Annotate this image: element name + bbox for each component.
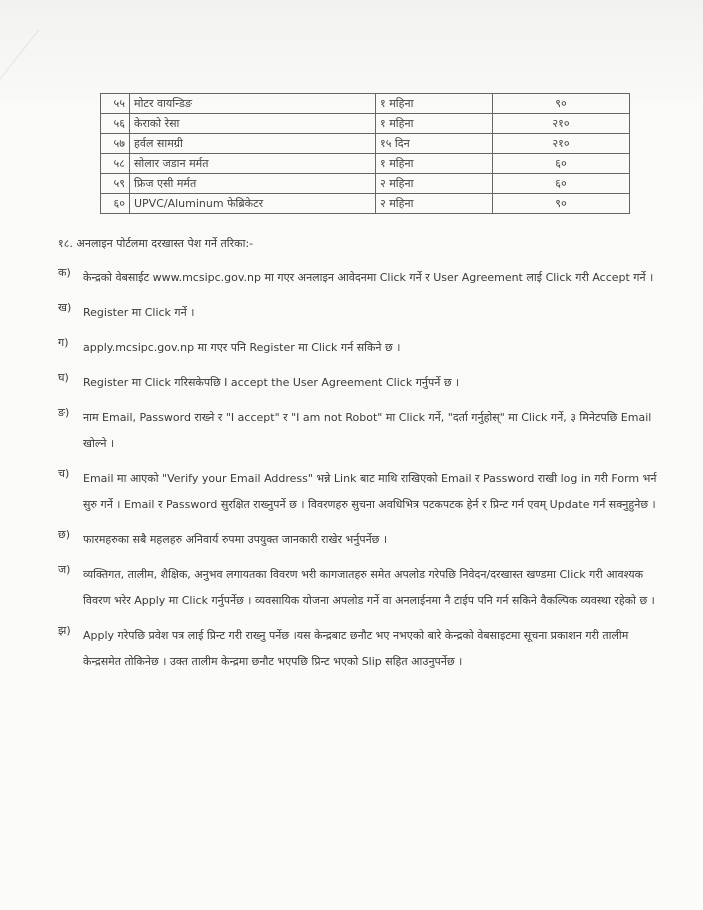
training-duration: १ महिना [376, 94, 493, 114]
training-name: मोटर वायन्डिङ [130, 94, 376, 114]
instruction-label: ज) [58, 563, 71, 576]
table-row [101, 194, 630, 214]
training-duration: १ महिना [376, 154, 493, 174]
instruction-label: च) [58, 467, 70, 480]
training-duration: १५ दिन [376, 134, 493, 154]
training-hours: ९० [493, 194, 630, 214]
instruction-item [58, 562, 658, 614]
training-name: केराको रेसा [130, 114, 376, 134]
training-hours: २१० [493, 114, 630, 134]
row-number: ५६ [101, 114, 130, 134]
instruction-text: Register मा Click गरिसकेपछि I accept the User Agreement Click गर्नुपर्ने छ । [83, 376, 460, 389]
instruction-label: ग) [58, 336, 69, 349]
instruction-label: क) [58, 266, 71, 279]
row-number: ५९ [101, 174, 130, 194]
table-row [101, 154, 630, 174]
instruction-item [58, 265, 658, 291]
training-name: सोलार जडान मर्मत [130, 154, 376, 174]
section-heading: १८. अनलाइन पोर्टलमा दरखास्त पेश गर्ने तरिका:- [58, 237, 254, 250]
instruction-label: ख) [58, 301, 72, 314]
table-row [101, 94, 630, 114]
instruction-label: ङ) [58, 406, 70, 419]
instruction-text: apply.mcsipc.gov.np मा गएर पनि Register मा Click गर्न सकिने छ । [83, 341, 401, 354]
instruction-text: Email मा आएको "Verify your Email Address" भन्ने Link बाट माथि राखिएको Email र Password राखी log in गरी Form भर्न सुरु गर्ने । Email र Password सुरक्षित राख्नुपर्ने छ । विवरणहरु सुचना अवधिभित्र पटकपटक हेर्न र प्रिन्ट गर्न एवम् Update गर्न सक्नुहुनेछ । [83, 472, 657, 511]
training-hours: ६० [493, 154, 630, 174]
instruction-item [58, 623, 658, 675]
training-hours: २१० [493, 134, 630, 154]
application-instructions [58, 236, 658, 684]
instruction-item [58, 370, 658, 396]
row-number: ६० [101, 194, 130, 214]
training-name: हर्वल सामग्री [130, 134, 376, 154]
row-number: ५८ [101, 154, 130, 174]
table-row [101, 174, 630, 194]
instruction-text: नाम Email, Password राख्ने र "I accept" र "I am not Robot" मा Click गर्ने, "दर्ता गर्नुहोस्" मा Click गर्ने, ३ मिनेटपछि Email खोल्ने । [83, 411, 652, 450]
training-name: फ्रिज एसी मर्मत [130, 174, 376, 194]
training-hours: ६० [493, 174, 630, 194]
instruction-label: झ) [58, 624, 71, 637]
instruction-item [58, 300, 658, 326]
row-number: ५७ [101, 134, 130, 154]
instruction-item [58, 335, 658, 361]
table-row [101, 114, 630, 134]
instruction-item [58, 405, 658, 457]
instruction-text: फारमहरुका सबै महलहरु अनिवार्य रुपमा उपयुक्त जानकारी राखेर भर्नुपर्नेछ । [83, 533, 388, 546]
instruction-text: Register मा Click गर्ने । [83, 306, 195, 319]
instruction-label: छ) [58, 528, 71, 541]
table-row [101, 134, 630, 154]
training-name: UPVC/Aluminum फेब्रिकेटर [130, 194, 376, 214]
training-duration: २ महिना [376, 174, 493, 194]
instruction-text: Apply गरेपछि प्रवेश पत्र लाई प्रिन्ट गरी राख्नु पर्नेछ ।यस केन्द्रबाट छनौट भए नभएको बारे केन्द्रको वेबसाइटमा सूचना प्रकाशन गरी तालीम केन्द्रसमेत तोकिनेछ । उक्त तालीम केन्द्रमा छनौट भएपछि प्रिन्ट भएको Slip सहित आउनुपर्नेछ । [83, 629, 629, 668]
instruction-item [58, 466, 658, 518]
instruction-item [58, 527, 658, 553]
training-hours: ९० [493, 94, 630, 114]
instruction-text: व्यक्तिगत, तालीम, शैक्षिक, अनुभव लगायतका विवरण भरी कागजातहरु समेत अपलोड गरेपछि निवेदन/दरखास्त खण्डमा Click गरी आवश्यक विवरण भरेर Apply मा Click गर्नुपर्नेछ । व्यवसायिक योजना अपलोड गर्ने वा अनलाईनमा नै टाईप पनि गर्न सकिने वैकल्पिक व्यवस्था रहेको छ । [83, 568, 655, 607]
training-duration: २ महिना [376, 194, 493, 214]
instruction-text: केन्द्रको वेबसाईट www.mcsipc.gov.np मा गएर अनलाइन आवेदनमा Click गर्ने र User Agreement लाई Click गरी Accept गर्ने । [83, 271, 654, 284]
training-table [100, 93, 630, 214]
training-duration: १ महिना [376, 114, 493, 134]
instruction-label: घ) [58, 371, 69, 384]
row-number: ५५ [101, 94, 130, 114]
